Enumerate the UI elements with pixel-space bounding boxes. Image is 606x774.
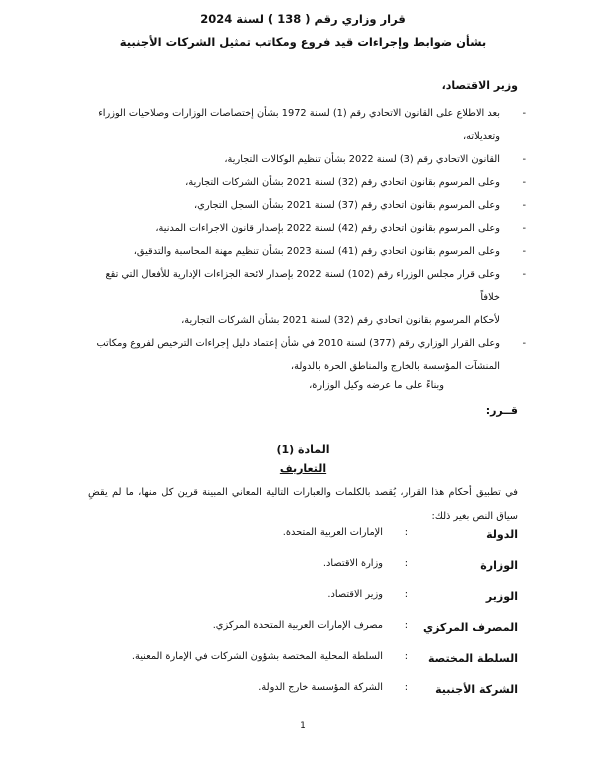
decree-subtitle: بشأن ضوابط وإجراءات قيد فروع ومكاتب تمثيل الشركات الأجنبية <box>119 35 487 49</box>
upon-statement: وبناءً على ما عرضه وكيل الوزارة، <box>309 380 444 391</box>
bullet: - <box>522 269 526 280</box>
definition-colon: : <box>404 682 408 693</box>
preamble-list <box>96 102 526 378</box>
preamble-item: - وعلى المرسوم بقانون اتحادي رقم (42) لسنة 2022 بإصدار قانون الاجراءات المدنية، <box>96 217 526 240</box>
definition-term: الوزير <box>485 590 518 603</box>
bullet: - <box>522 200 526 211</box>
preamble-item-continuation: المنشآت المؤسسة بالخارج والمناطق الحرة بالدولة، <box>290 361 500 372</box>
bullet: - <box>522 154 526 165</box>
definitions-table <box>88 524 518 710</box>
bullet: - <box>522 108 526 119</box>
definitions-heading: التعاريف <box>279 462 327 475</box>
definition-term: المصرف المركزي <box>422 621 518 634</box>
definition-row <box>88 617 518 648</box>
preamble-item: - وعلى المرسوم بقانون اتحادي رقم (37) لسنة 2021 بشأن السجل التجاري، <box>96 194 526 217</box>
decided-heading: قــرر: <box>485 404 518 417</box>
addressee: وزير الاقتصاد، <box>441 79 518 92</box>
definition-colon: : <box>404 620 408 631</box>
bullet: - <box>522 223 526 234</box>
page-number: 1 <box>300 721 306 731</box>
bullet: - <box>522 338 526 349</box>
definition-term: الدولة <box>486 528 518 541</box>
definition-meaning: وزير الاقتصاد. <box>327 589 383 600</box>
bullet: - <box>522 246 526 257</box>
definition-row <box>88 586 518 617</box>
preamble-item: - بعد الاطلاع على القانون الاتحادي رقم (1) لسنة 1972 بشأن إختصاصات الوزارات وصلاحيات الوزراء <box>96 102 526 125</box>
definition-colon: : <box>404 589 408 600</box>
preamble-item-continuation: لأحكام المرسوم بقانون اتحادي رقم (32) لسنة 2021 بشأن الشركات التجارية، <box>181 315 500 326</box>
definition-term: الشركة الأجنبية <box>435 683 518 696</box>
definition-term: الوزارة <box>480 559 518 572</box>
preamble-item: - وعلى قرار مجلس الوزراء رقم (102) لسنة 2022 بإصدار لائحة الجزاءات الإدارية للأفعال التي تقع خلافاً <box>96 263 526 309</box>
definition-row <box>88 679 518 710</box>
definition-meaning: مصرف الإمارات العربية المتحدة المركزي. <box>212 620 383 631</box>
definition-meaning: الإمارات العربية المتحدة. <box>282 527 383 538</box>
definition-colon: : <box>404 651 408 662</box>
definition-meaning: السلطة المحلية المختصة بشؤون الشركات في الإمارة المعنية. <box>131 651 383 662</box>
definition-meaning: وزارة الاقتصاد. <box>322 558 383 569</box>
preamble-item: - وعلى المرسوم بقانون اتحادي رقم (41) لسنة 2023 بشأن تنظيم مهنة المحاسبة والتدقيق، <box>96 240 526 263</box>
bullet: - <box>522 177 526 188</box>
definitions-intro: في تطبيق أحكام هذا القرار، يُقصد بالكلمات والعبارات التالية المعاني المبينة قرين كل منها، ما لم يقضِ سياق النص بغير ذلك: <box>88 487 518 522</box>
definition-meaning: الشركة المؤسسة خارج الدولة. <box>258 682 383 693</box>
decree-title: قرار وزاري رقم ( 138 ) لسنة 2024 <box>200 12 406 26</box>
definition-term: السلطة المختصة <box>427 652 518 665</box>
definition-row <box>88 524 518 555</box>
article-title: المادة (1) <box>276 443 330 456</box>
definition-colon: : <box>404 527 408 538</box>
definition-colon: : <box>404 558 408 569</box>
preamble-item: - وعلى القرار الوزاري رقم (377) لسنة 2010 في شأن إعتماد دليل إجراءات الترخيص لفروع ومكاتب <box>96 332 526 355</box>
definition-row <box>88 555 518 586</box>
preamble-item-continuation: وتعديلاته، <box>462 131 500 142</box>
preamble-item: - وعلى المرسوم بقانون اتحادي رقم (32) لسنة 2021 بشأن الشركات التجارية، <box>96 171 526 194</box>
definition-row <box>88 648 518 679</box>
preamble-item: - القانون الاتحادي رقم (3) لسنة 2022 بشأن تنظيم الوكالات التجارية، <box>96 148 526 171</box>
